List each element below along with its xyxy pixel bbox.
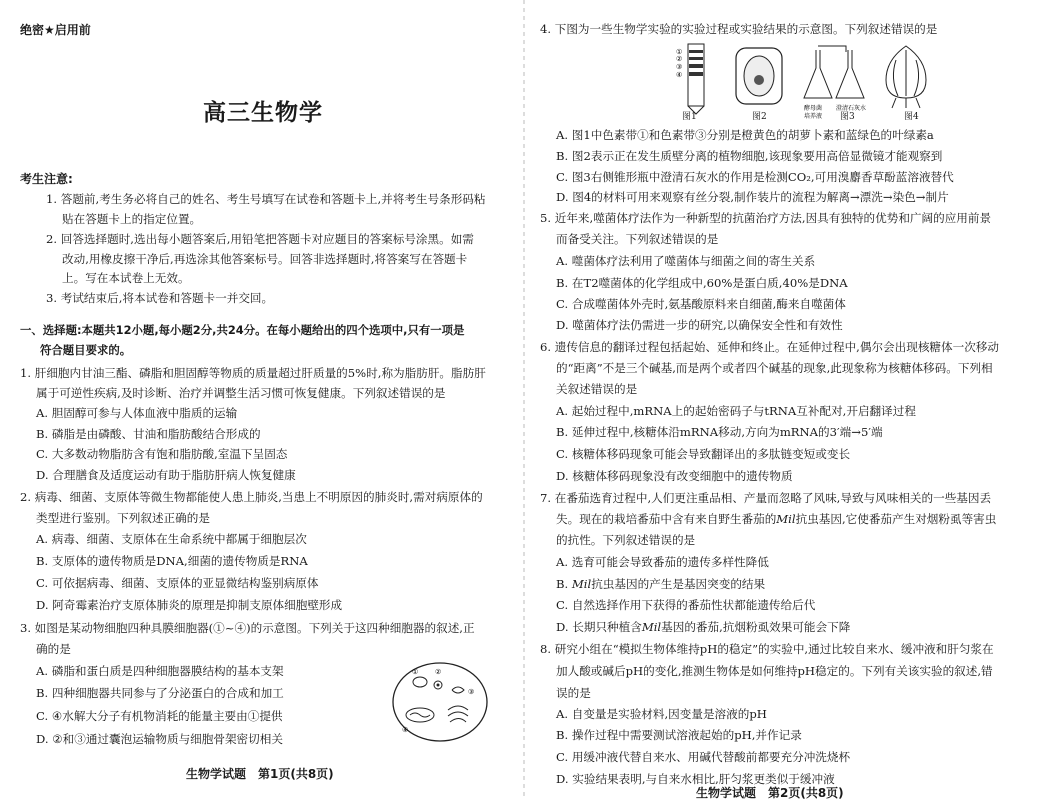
right-page bbox=[528, 0, 1053, 800]
option: C. 自然选择作用下获得的番茄性状都能遗传给后代 bbox=[556, 598, 816, 612]
fig-caption: 图3 bbox=[840, 112, 855, 122]
section-heading: 一、选择题:本题共12小题,每小题2分,共24分。在每小题给出的四个选项中,只有一项是 bbox=[20, 323, 465, 337]
option-text: 抗虫基因的产生是基因突变的结果 bbox=[591, 577, 766, 591]
option-text: D. 长期只种植含 bbox=[556, 620, 642, 634]
fig-caption: 图1 bbox=[682, 112, 697, 122]
question-7: 的抗性。下列叙述错误的是 bbox=[556, 533, 696, 547]
option bbox=[556, 620, 850, 634]
option: B. 延伸过程中,核糖体沿mRNA移动,方向为mRNA的3′端→5′端 bbox=[556, 425, 883, 439]
option: C. 用缓冲液代替自来水、用碱代替酸前都要充分冲洗烧杯 bbox=[556, 750, 851, 764]
cell-label: ③ bbox=[468, 688, 475, 696]
notice-line: 1. 答题前,考生务必将自己的姓名、考生号填写在试卷和答题卡上,并将考生号条形码粘 bbox=[46, 192, 486, 206]
option: D. 合理膳食及适度运动有助于脂肪肝病人恢复健康 bbox=[36, 468, 296, 482]
option: C. 合成噬菌体外壳时,氨基酸原料来自细菌,酶来自噬菌体 bbox=[556, 297, 846, 311]
option: C. ④水解大分子有机物消耗的能量主要由①提供 bbox=[36, 709, 283, 723]
option: A. 起始过程中,mRNA上的起始密码子与tRNA互补配对,开启翻译过程 bbox=[556, 404, 916, 418]
page-footer: 生物学试题 第2页(共8页) bbox=[696, 786, 844, 800]
option: D. 噬菌体疗法仍需进一步的研究,以确保安全性和有效性 bbox=[556, 318, 843, 332]
option: D. 阿奇霉素治疗支原体肺炎的原理是抑制支原体细胞壁形成 bbox=[36, 598, 343, 612]
fig1-band-label: ① bbox=[676, 48, 683, 56]
option: D. 图4的材料可用来观察有丝分裂,制作装片的流程为解离→漂洗→染色→制片 bbox=[556, 190, 949, 204]
option: D. 核糖体移码现象没有改变细胞中的遗传物质 bbox=[556, 469, 793, 483]
question-8: 加人酸或碱后pH的变化,推测生物体是如何维持pH稳定的。下列有关该实验的叙述,错 bbox=[556, 664, 993, 678]
fig2-plant-cell bbox=[736, 48, 782, 104]
section-heading: 符合题目要求的。 bbox=[40, 343, 132, 357]
question-7: 7. 在番茄选育过程中,人们更注重品相、产量而忽略了风味,导致与风味相关的一些基因丢 bbox=[540, 491, 992, 505]
option: B. 四种细胞器共同参与了分泌蛋白的合成和加工 bbox=[36, 686, 284, 700]
gene-name: Mil bbox=[641, 620, 662, 634]
confidential-mark: 绝密★启用前 bbox=[20, 23, 91, 37]
fig-caption: 图4 bbox=[904, 112, 919, 122]
page-title: 高三生物学 bbox=[203, 100, 323, 126]
option: C. 大多数动物脂肪含有饱和脂肪酸,室温下呈固态 bbox=[36, 447, 288, 461]
question-4: 4. 下图为一些生物学实验的实验过程或实验结果的示意图。下列叙述错误的是 bbox=[540, 22, 938, 36]
cell-label: ② bbox=[435, 668, 442, 676]
notice-heading: 考生注意: bbox=[20, 172, 73, 186]
cell-label: ① bbox=[412, 668, 419, 676]
fig1-band-label: ② bbox=[676, 55, 683, 63]
option: D. ②和③通过囊泡运输物质与细胞骨架密切相关 bbox=[36, 732, 283, 746]
question-6: 的“距离”不是三个碱基,而是两个或者四个碱基的现象,此现象称为核糖体移码。下列相 bbox=[556, 361, 993, 375]
question-3: 3. 如图是某动物细胞四种具膜细胞器(①~④)的示意图。下列关于这四种细胞器的叙述,正 bbox=[20, 621, 475, 635]
left-page bbox=[0, 0, 526, 800]
question-2: 类型进行鉴别。下列叙述正确的是 bbox=[36, 511, 210, 525]
gene-name: Mil bbox=[571, 577, 592, 591]
option bbox=[556, 577, 765, 591]
option-letter: B. bbox=[556, 577, 572, 591]
question-6: 6. 遗传信息的翻译过程包括起始、延伸和终止。在延伸过程中,偶尔会出现核糖体一次移动 bbox=[540, 340, 999, 354]
option: A. 噬菌体疗法利用了噬菌体与细菌之间的寄生关系 bbox=[556, 254, 816, 268]
question-5: 5. 近年来,噬菌体疗法作为一种新型的抗菌治疗方法,因具有独特的优势和广阔的应用前景 bbox=[540, 211, 992, 225]
notice-line: 上。写在本试卷上无效。 bbox=[62, 271, 190, 285]
question-3: 确的是 bbox=[36, 642, 71, 656]
option: A. 选育可能会导致番茄的遗传多样性降低 bbox=[556, 555, 769, 569]
question-8: 8. 研究小组在“模拟生物体维持pH的稳定”的实验中,通过比较自来水、缓冲液和肝匀浆在 bbox=[540, 642, 994, 656]
option: C. 图3右侧锥形瓶中澄清石灰水的作用是检测CO₂,可用溴麝香草酚蓝溶液替代 bbox=[556, 170, 954, 184]
fig1-band-label: ③ bbox=[676, 63, 683, 71]
option: A. 自变量是实验材料,因变量是溶液的pH bbox=[556, 707, 767, 721]
option: B. 支原体的遗传物质是DNA,细菌的遗传物质是RNA bbox=[36, 554, 308, 568]
option: A. 磷脂和蛋白质是四种细胞器膜结构的基本支架 bbox=[36, 664, 284, 678]
option: C. 核糖体移码现象可能会导致翻译出的多肽链变短或变长 bbox=[556, 447, 851, 461]
fig4-onion bbox=[886, 46, 926, 108]
option: A. 图1中色素带①和色素带③分别是橙黄色的胡萝卜素和蓝绿色的叶绿素a bbox=[556, 128, 934, 142]
question-2: 2. 病毒、细菌、支原体等微生物都能使人患上肺炎,当患上不明原因的肺炎时,需对病原体的 bbox=[20, 490, 483, 504]
question-5: 而备受关注。下列叙述错误的是 bbox=[556, 232, 719, 246]
experiment-figures bbox=[648, 40, 948, 120]
q7-text: 失。现在的栽培番茄中含有来自野生番茄的 bbox=[556, 512, 777, 526]
question-1: 1. 肝细胞内甘油三酯、磷脂和胆固醇等物质的质量超过肝质量的5%时,称为脂肪肝。脂肪肝 bbox=[20, 366, 486, 380]
option: A. 胆固醇可参与人体血液中脂质的运输 bbox=[36, 406, 238, 420]
animal-cell-diagram bbox=[390, 660, 490, 745]
fig3-label: 酵母菌 bbox=[804, 105, 823, 112]
option-text: 基因的番茄,抗烟粉虱效果可能会下降 bbox=[661, 620, 851, 634]
cell-label: ④ bbox=[402, 726, 409, 734]
fig3-label: 澄清石灰水 bbox=[836, 105, 867, 112]
option: B. 磷脂是由磷酸、甘油和脂肪酸结合形成的 bbox=[36, 427, 261, 441]
gene-name: Mil bbox=[776, 512, 796, 526]
notice-line: 贴在答题卡上的指定位置。 bbox=[62, 212, 202, 226]
q7-text: 抗虫基因,它使番茄产生对烟粉虱等害虫 bbox=[795, 512, 997, 526]
option: D. 实验结果表明,与自来水相比,肝匀浆更类似于缓冲液 bbox=[556, 772, 835, 786]
option: C. 可依据病毒、细菌、支原体的亚显微结构鉴别病原体 bbox=[36, 576, 319, 590]
fig1-chromatography bbox=[676, 44, 704, 114]
option: B. 操作过程中需要测试溶液起始的pH,并作记录 bbox=[556, 728, 802, 742]
fig3-flask-setup bbox=[804, 46, 866, 120]
fig1-band-label: ④ bbox=[676, 71, 683, 79]
question-8: 误的是 bbox=[556, 686, 591, 700]
option: B. 在T2噬菌体的化学组成中,60%是蛋白质,40%是DNA bbox=[556, 276, 848, 290]
option: B. 图2表示正在发生质壁分离的植物细胞,该现象要用高倍显微镜才能观察到 bbox=[556, 149, 943, 163]
notice-line: 3. 考试结束后,将本试卷和答题卡一并交回。 bbox=[46, 291, 274, 305]
page-footer: 生物学试题 第1页(共8页) bbox=[186, 767, 334, 781]
notice-line: 改动,用橡皮擦干净后,再选涂其他答案标号。回答非选择题时,将答案写在答题卡 bbox=[62, 252, 468, 266]
question-1: 属于可逆性疾病,及时诊断、治疗并调整生活习惯可恢复健康。下列叙述错误的是 bbox=[36, 386, 446, 400]
fig3-label: 培养液 bbox=[804, 113, 823, 120]
fig-caption: 图2 bbox=[752, 112, 767, 122]
question-6: 关叙述错误的是 bbox=[556, 382, 638, 396]
notice-line: 2. 回答选择题时,选出每小题答案后,用铅笔把答题卡对应题目的答案标号涂黑。如需 bbox=[46, 232, 474, 246]
question-7 bbox=[556, 512, 996, 526]
option: A. 病毒、细菌、支原体在生命系统中都属于细胞层次 bbox=[36, 532, 307, 546]
